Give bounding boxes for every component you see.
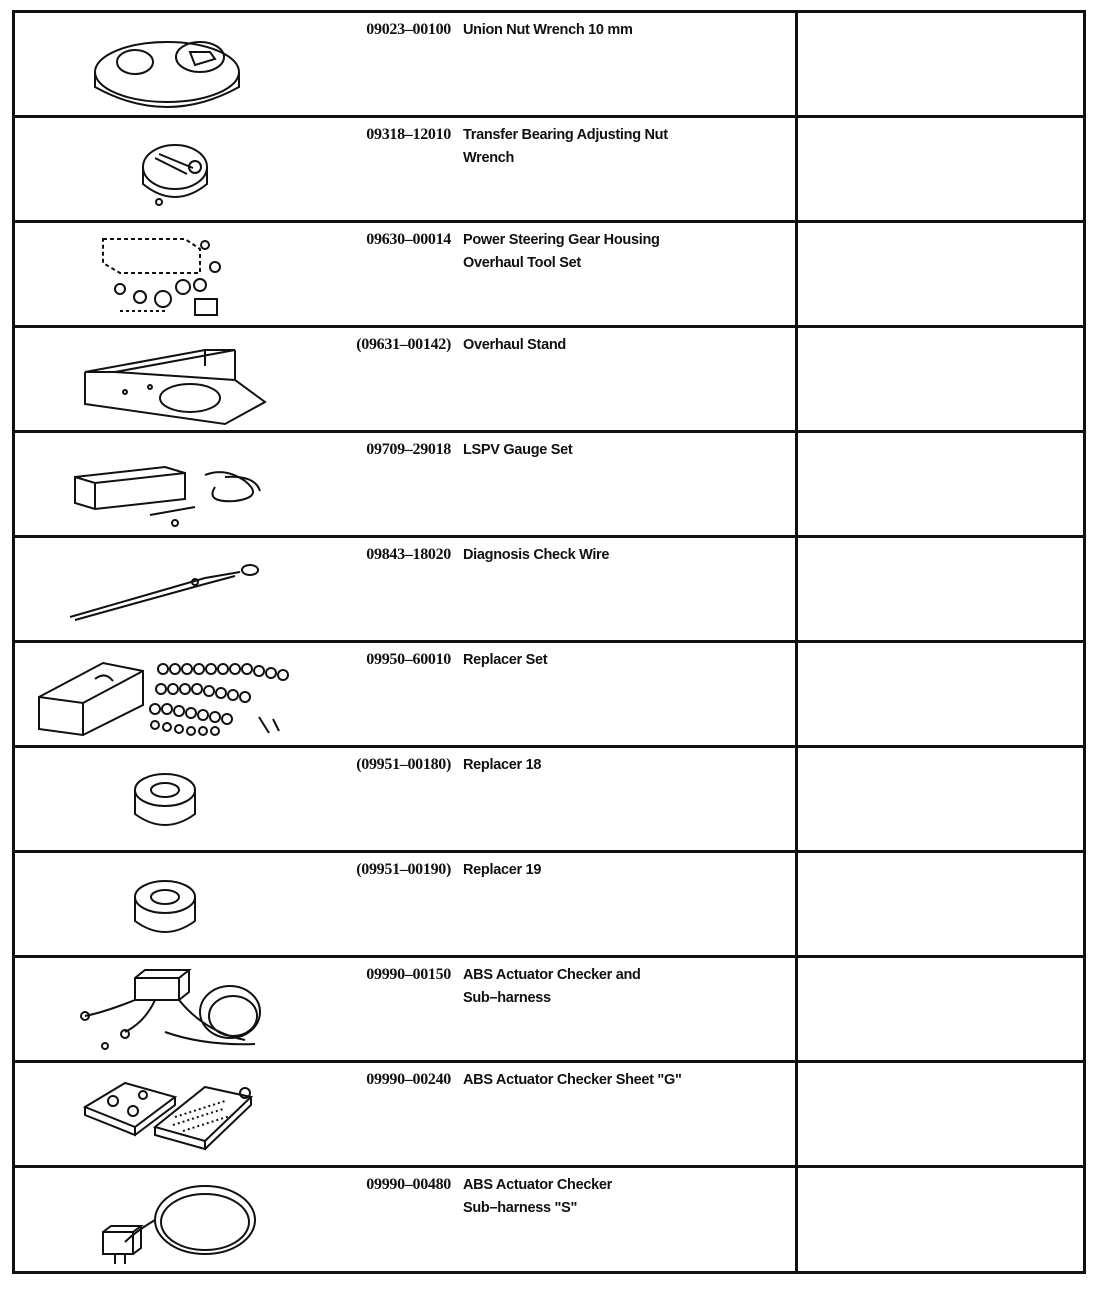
column-divider	[795, 1168, 798, 1271]
table-row	[15, 748, 1083, 853]
table-row	[15, 328, 1083, 433]
part-number: 09630–00014	[366, 231, 451, 248]
special-tools-table	[12, 10, 1086, 1274]
part-number: 09318–12010	[366, 126, 451, 143]
tool-name: Replacer 19	[463, 862, 542, 878]
column-divider	[795, 118, 798, 220]
part-number: 09990–00480	[366, 1176, 451, 1193]
table-row	[15, 643, 1083, 748]
table-row	[15, 1168, 1083, 1271]
column-divider	[795, 223, 798, 325]
union-nut-wrench-icon	[55, 17, 305, 113]
column-divider	[795, 1063, 798, 1165]
tool-name: Replacer 18	[463, 757, 542, 773]
replacer-ring-icon	[55, 752, 305, 848]
part-number: (09631–00142)	[356, 336, 451, 353]
gauge-set-icon	[55, 437, 305, 533]
checker-harness-icon	[55, 962, 305, 1058]
tool-name: Replacer Set	[463, 652, 548, 668]
table-row	[15, 118, 1083, 223]
column-divider	[795, 748, 798, 850]
part-number: 09990–00240	[366, 1071, 451, 1088]
replacer-ring-icon	[55, 857, 305, 953]
tool-name: Union Nut Wrench 10 mm	[463, 22, 633, 38]
tool-name: Overhaul Stand	[463, 337, 566, 353]
part-number: 09709–29018	[366, 441, 451, 458]
tool-name: ABS Actuator Checker Sheet "G"	[463, 1072, 682, 1088]
column-divider	[795, 328, 798, 430]
table-row	[15, 538, 1083, 643]
table-row	[15, 13, 1083, 118]
replacer-set-icon	[33, 647, 313, 743]
column-divider	[795, 958, 798, 1060]
table-row	[15, 1063, 1083, 1168]
sub-harness-icon	[55, 1172, 305, 1268]
part-number: (09951–00190)	[356, 861, 451, 878]
tool-name: LSPV Gauge Set	[463, 442, 573, 458]
tool-name: Transfer Bearing Adjusting Nut Wrench	[463, 127, 668, 166]
part-number: (09951–00180)	[356, 756, 451, 773]
checker-sheet-icon	[55, 1067, 305, 1163]
tool-name: Diagnosis Check Wire	[463, 547, 610, 563]
tool-set-icon	[55, 227, 305, 323]
bearing-nut-wrench-icon	[55, 122, 305, 218]
part-number: 09990–00150	[366, 966, 451, 983]
tool-name: ABS Actuator Checker and Sub–harness	[463, 967, 641, 1006]
column-divider	[795, 13, 798, 115]
part-number: 09950–60010	[366, 651, 451, 668]
table-row	[15, 433, 1083, 538]
column-divider	[795, 433, 798, 535]
part-number: 09023–00100	[366, 21, 451, 38]
overhaul-stand-icon	[55, 332, 305, 428]
column-divider	[795, 853, 798, 955]
tool-name: ABS Actuator Checker Sub–harness "S"	[463, 1177, 612, 1216]
table-row	[15, 223, 1083, 328]
check-wire-icon	[55, 542, 305, 638]
column-divider	[795, 538, 798, 640]
tool-name: Power Steering Gear Housing Overhaul Tool Set	[463, 232, 660, 271]
table-row	[15, 958, 1083, 1063]
part-number: 09843–18020	[366, 546, 451, 563]
table-row	[15, 853, 1083, 958]
column-divider	[795, 643, 798, 745]
